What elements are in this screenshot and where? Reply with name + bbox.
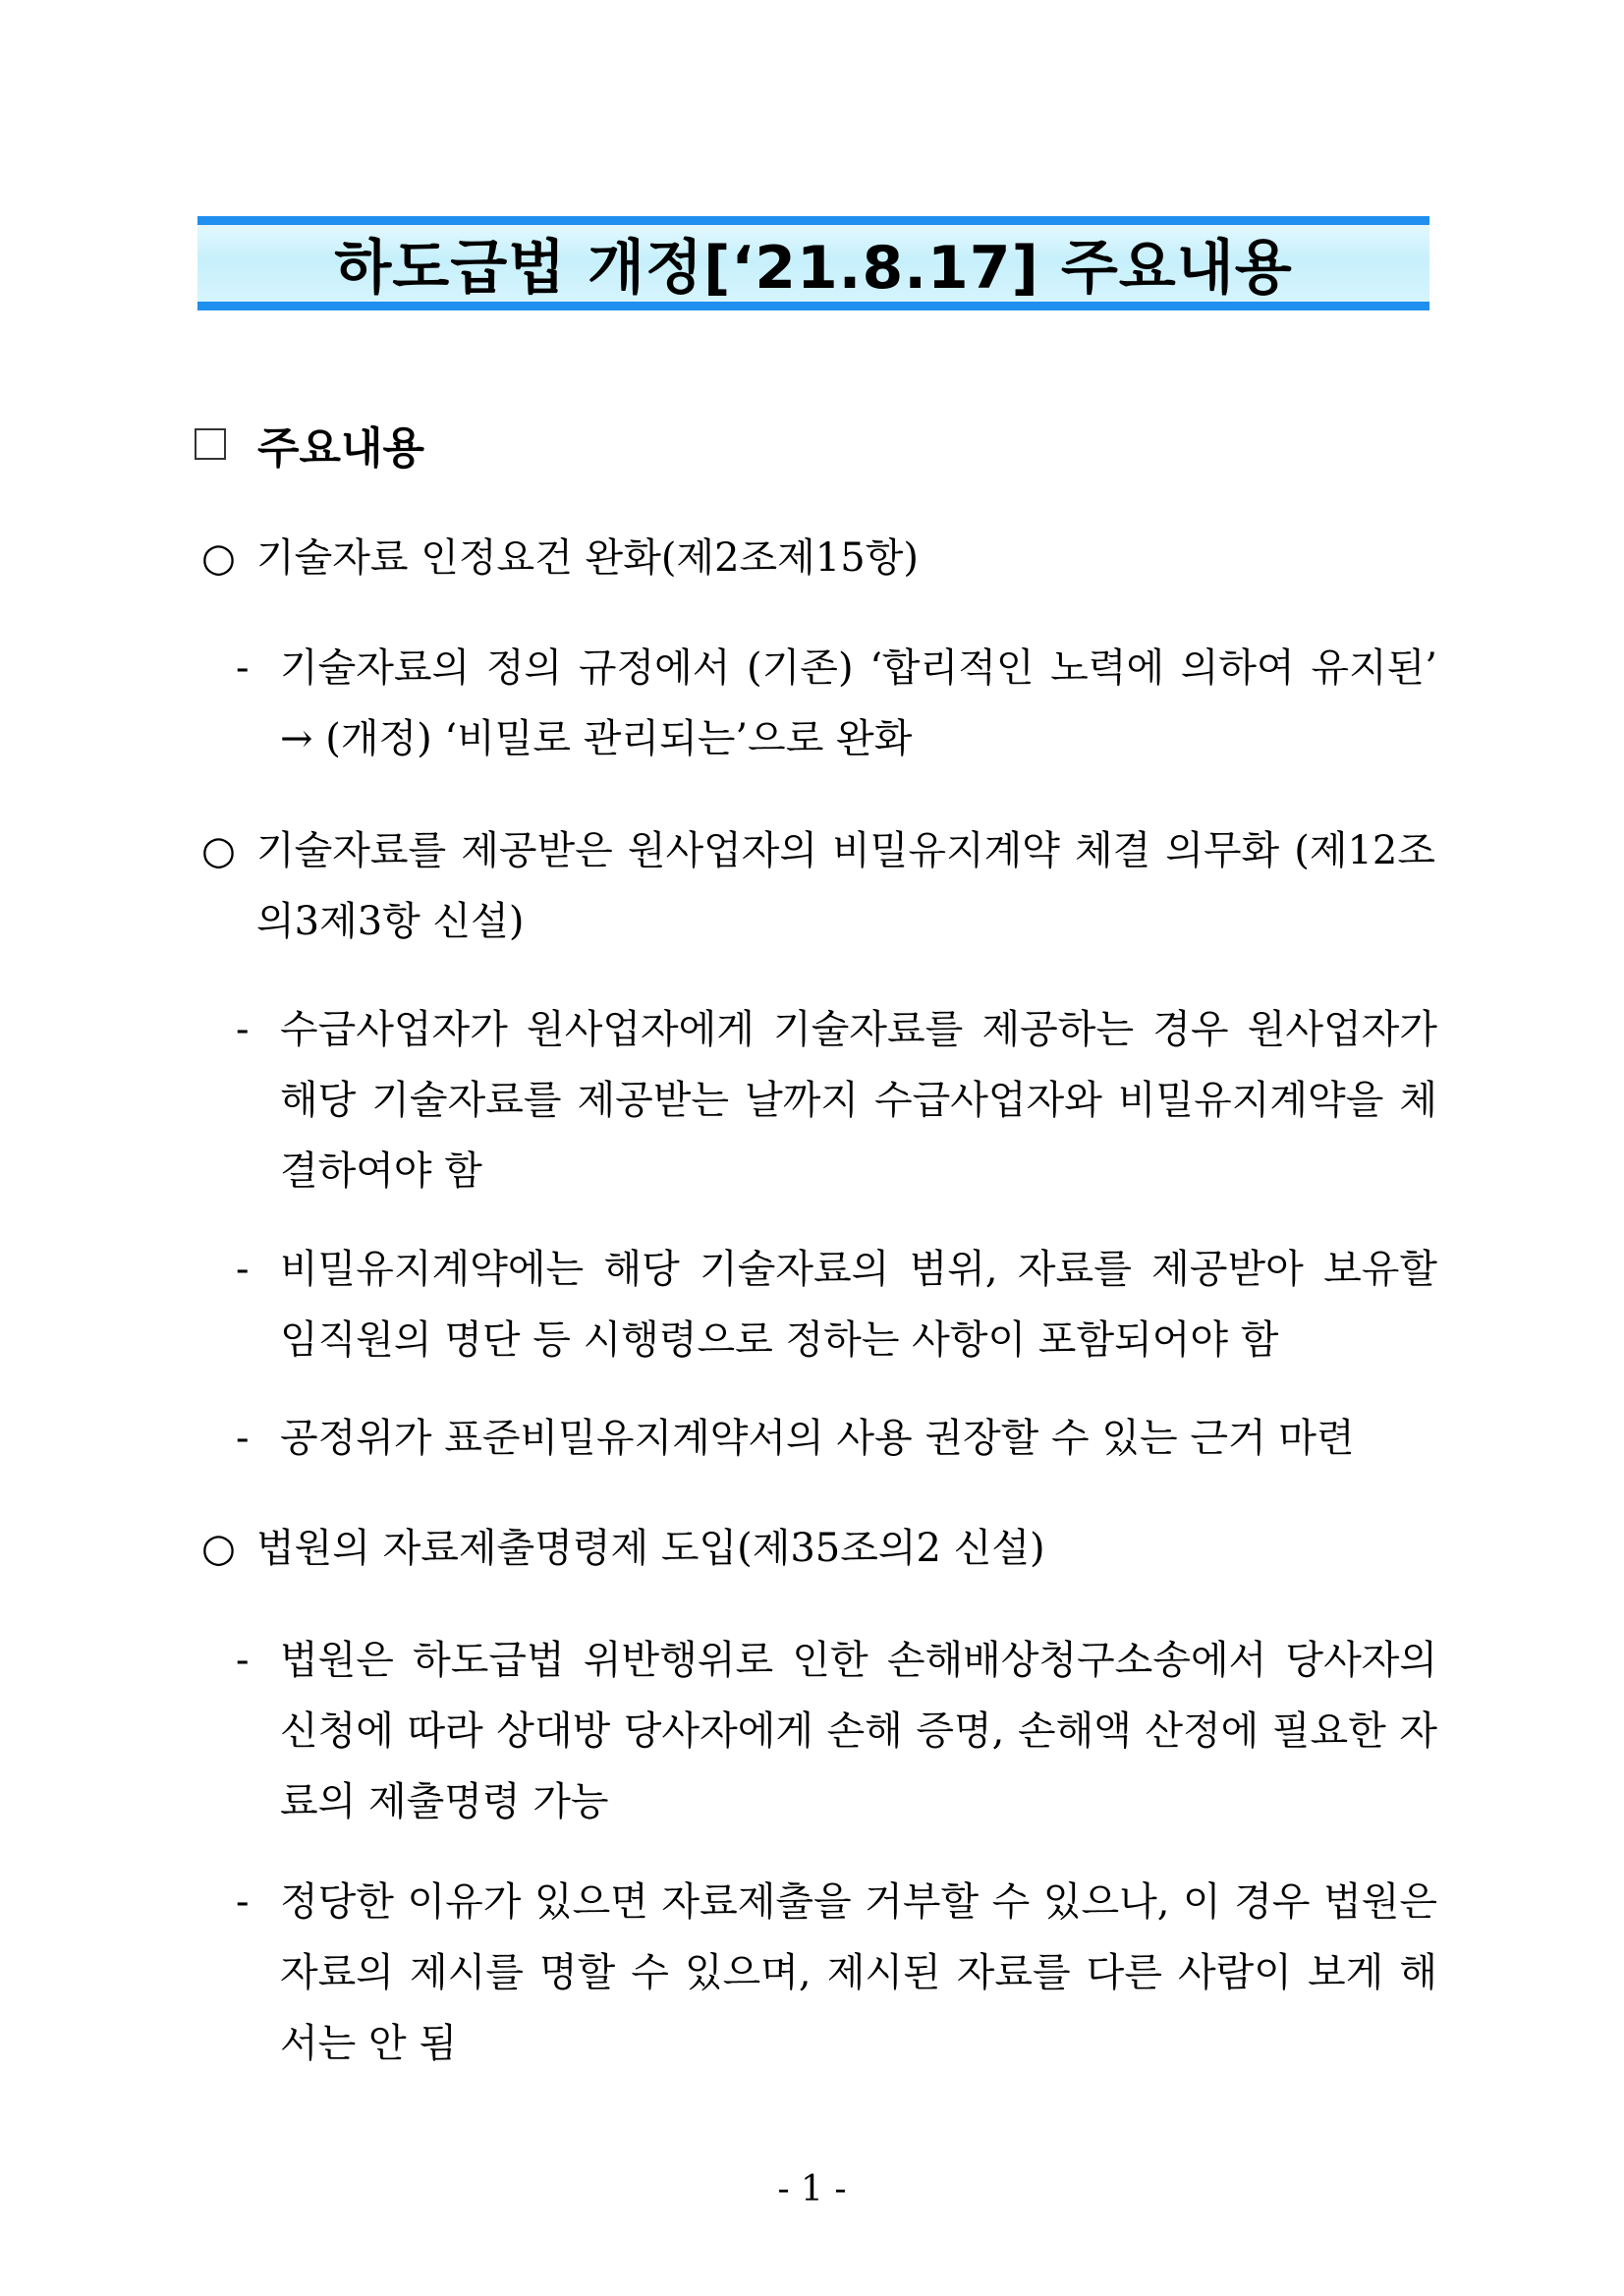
circle-bullet-icon: ○ (201, 535, 236, 581)
dash-item-text: 법원은 하도급법 위반행위로 인한 손해배상청구소송에서 당사자의 신청에 따라 상대방 당사자에게 손해 증명, 손해액 산정에 필요한 자료의 제출명령 가능 (280, 1638, 1437, 1824)
dash-item (236, 994, 1437, 1206)
dash-item (236, 1867, 1437, 2079)
dash-bullet-icon: - (236, 1416, 250, 1461)
bullet-item (201, 523, 1435, 593)
circle-bullet-icon: ○ (201, 1526, 236, 1571)
dash-item (236, 1625, 1437, 1837)
dash-item-text: 공정위가 표준비밀유지계약서의 사용 권장할 수 있는 근거 마련 (280, 1416, 1355, 1461)
dash-bullet-icon: - (236, 1247, 250, 1292)
title-banner (197, 216, 1429, 310)
dash-item-text: 수급사업자가 원사업자에게 기술자료를 제공하는 경우 원사업자가 해당 기술자료를 제공받는 날까지 수급사업자와 비밀유지계약을 체결하여야 함 (280, 1007, 1437, 1194)
dash-bullet-icon: - (236, 645, 250, 691)
dash-bullet-icon: - (236, 1007, 250, 1052)
section-heading (195, 413, 424, 476)
dash-item-text: 비밀유지계약에는 해당 기술자료의 범위, 자료를 제공받아 보유할 임직원의 명단 등 시행령으로 정하는 사항이 포함되어야 함 (280, 1247, 1437, 1363)
bullet-item-text: 기술자료를 제공받은 원사업자의 비밀유지계약 체결 의무화 (제12조의3제3항 신설) (256, 828, 1435, 944)
dash-item (236, 1403, 1437, 1474)
page-number: - 1 - (777, 2169, 847, 2210)
bullet-item (201, 815, 1435, 957)
dash-bullet-icon: - (236, 1879, 250, 1925)
dash-item (236, 633, 1437, 774)
bullet-item (201, 1513, 1435, 1584)
circle-bullet-icon: ○ (201, 828, 236, 873)
checkbox-square-icon (195, 428, 226, 460)
bullet-item-text: 법원의 자료제출명령제 도입(제35조의2 신설) (256, 1526, 1045, 1571)
dash-item (236, 1234, 1437, 1375)
bullet-item-text: 기술자료 인정요건 완화(제2조제15항) (256, 535, 919, 581)
dash-item-text: 정당한 이유가 있으면 자료제출을 거부할 수 있으나, 이 경우 법원은 자료의 제시를 명할 수 있으며, 제시된 자료를 다른 사람이 보게 해서는 안 됨 (280, 1879, 1437, 2066)
dash-item-text: 기술자료의 정의 규정에서 (기존) ‘합리적인 노력에 의하여 유지된’ → (개정) ‘비밀로 관리되는’으로 완화 (280, 645, 1437, 761)
section-label: 주요내용 (257, 423, 425, 474)
dash-bullet-icon: - (236, 1638, 250, 1683)
page-title: 하도급법 개정[‘21.8.17] 주요내용 (334, 234, 1293, 303)
